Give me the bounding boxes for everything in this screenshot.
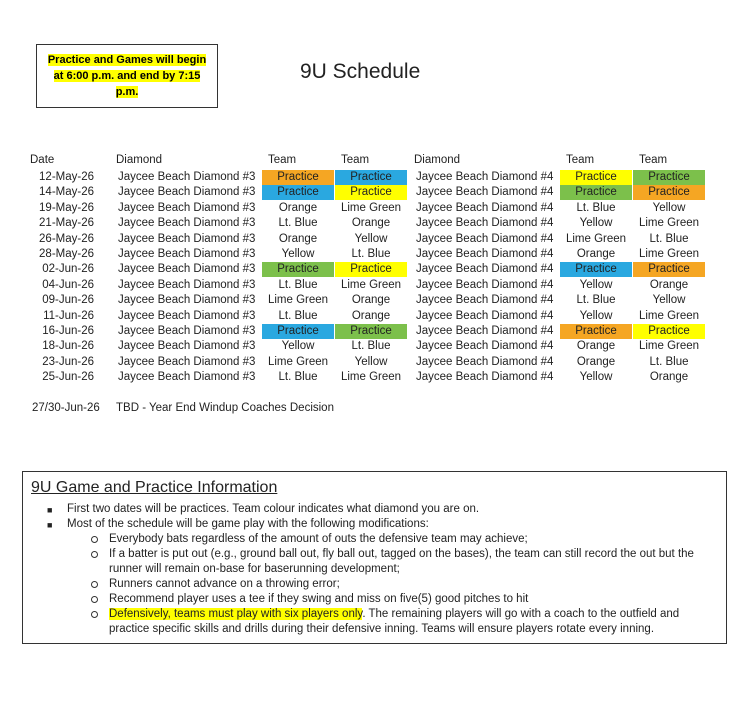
- row-team-1: Lime Green: [267, 294, 329, 307]
- row-team-1: Yellow: [281, 248, 315, 260]
- circle-bullet-icon: [91, 551, 98, 558]
- row-team-3: Practice: [560, 185, 632, 200]
- circle-bullet-icon: [91, 596, 98, 603]
- row-team-4: Practice: [633, 185, 705, 200]
- row-team-4: Practice: [633, 262, 705, 277]
- info-panel: [22, 471, 727, 644]
- notice-line-2: at 6:00 p.m. and end by 7:15: [53, 70, 201, 82]
- row-team-2: Practice: [335, 324, 407, 339]
- row-team-3: Lime Green: [565, 232, 627, 245]
- row-team-3: Practice: [560, 324, 632, 339]
- row-date: 28-May-26: [39, 248, 94, 260]
- row-team-1: Lt. Blue: [278, 309, 318, 322]
- bullet-icon: ■: [47, 520, 53, 530]
- header-diamond-1: Diamond: [116, 154, 163, 166]
- row-date: 19-May-26: [39, 201, 94, 214]
- row-team-3: Orange: [576, 340, 616, 353]
- row-team-3: Orange: [576, 355, 616, 368]
- row-diamond-1: Jaycee Beach Diamond #3: [118, 309, 256, 322]
- row-diamond-1: Jaycee Beach Diamond #3: [118, 171, 256, 183]
- header-team-1: Team: [268, 154, 297, 166]
- row-diamond-1: Jaycee Beach Diamond #3: [118, 278, 256, 291]
- row-diamond-2: Jaycee Beach Diamond #4: [416, 217, 554, 230]
- row-team-4: Lt. Blue: [649, 355, 689, 368]
- row-team-2: Yellow: [354, 355, 388, 368]
- schedule-row: [0, 293, 747, 308]
- row-diamond-2: Jaycee Beach Diamond #4: [416, 263, 554, 276]
- row-date: 09-Jun-26: [42, 294, 94, 307]
- row-team-2: Lt. Blue: [351, 340, 391, 353]
- row-diamond-1: Jaycee Beach Diamond #3: [118, 232, 256, 245]
- row-team-4: Practice: [633, 170, 705, 185]
- schedule-row: [0, 339, 747, 354]
- row-team-3: Practice: [560, 170, 632, 185]
- row-date: 04-Jun-26: [42, 278, 94, 291]
- schedule-header: [0, 154, 747, 169]
- row-team-4: Lime Green: [638, 217, 700, 230]
- row-date: 11-Jun-26: [43, 309, 94, 322]
- info-sub-2-line-1: If a batter is put out (e.g., ground ball out, fly ball out, tagged on the bases), the team can still record the out but the: [109, 548, 694, 560]
- row-team-1: Practice: [262, 262, 334, 277]
- row-team-2: Lime Green: [340, 201, 402, 214]
- row-team-2: Yellow: [354, 232, 388, 245]
- row-diamond-2: Jaycee Beach Diamond #4: [416, 294, 554, 307]
- row-diamond-2: Jaycee Beach Diamond #4: [416, 340, 554, 353]
- header-date: Date: [30, 154, 55, 166]
- row-diamond-1: Jaycee Beach Diamond #3: [118, 355, 256, 368]
- row-diamond-2: Jaycee Beach Diamond #4: [416, 171, 554, 183]
- row-date: 12-May-26: [39, 171, 94, 183]
- header-team-2: Team: [341, 154, 370, 166]
- row-team-3: Practice: [560, 262, 632, 277]
- notice-line-3: p.m.: [115, 86, 139, 98]
- row-team-4: Lt. Blue: [649, 232, 689, 245]
- row-team-4: Yellow: [652, 294, 686, 307]
- row-team-3: Yellow: [579, 278, 613, 291]
- row-diamond-2: Jaycee Beach Diamond #4: [416, 248, 554, 260]
- row-team-4: Orange: [649, 371, 689, 384]
- header-diamond-2: Diamond: [414, 154, 461, 166]
- row-date: 18-Jun-26: [42, 340, 94, 353]
- row-diamond-1: Jaycee Beach Diamond #3: [118, 325, 256, 337]
- row-team-3: Yellow: [579, 371, 613, 384]
- row-diamond-2: Jaycee Beach Diamond #4: [416, 278, 554, 291]
- schedule-row: [0, 262, 747, 277]
- schedule-row: [0, 247, 747, 262]
- row-team-1: Practice: [262, 185, 334, 200]
- tbd-text: TBD - Year End Windup Coaches Decision: [116, 402, 334, 414]
- schedule-row: [0, 324, 747, 339]
- row-diamond-2: Jaycee Beach Diamond #4: [416, 201, 554, 214]
- row-diamond-1: Jaycee Beach Diamond #3: [118, 294, 256, 307]
- row-diamond-1: Jaycee Beach Diamond #3: [118, 371, 256, 384]
- row-team-2: Practice: [335, 262, 407, 277]
- row-date: 23-Jun-26: [42, 355, 94, 368]
- row-team-2: Lime Green: [340, 371, 402, 384]
- row-team-2: Orange: [351, 217, 391, 230]
- row-date: 16-Jun-26: [42, 325, 94, 337]
- header-team-3: Team: [566, 154, 595, 166]
- circle-bullet-icon: [91, 536, 98, 543]
- row-diamond-1: Jaycee Beach Diamond #3: [118, 248, 256, 260]
- row-team-2: Orange: [351, 309, 391, 322]
- schedule-row: [0, 170, 747, 185]
- row-team-1: Lt. Blue: [278, 217, 318, 230]
- info-bullet-1: First two dates will be practices. Team colour indicates what diamond you are on.: [67, 503, 480, 515]
- row-team-3: Yellow: [579, 309, 613, 322]
- row-diamond-2: Jaycee Beach Diamond #4: [416, 309, 554, 322]
- info-sub-5-rest: . The remaining players will go with a coach to the outfield and: [362, 608, 680, 620]
- schedule-row: [0, 370, 747, 385]
- row-team-1: Lt. Blue: [278, 371, 318, 384]
- tbd-date: 27/30-Jun-26: [32, 402, 100, 414]
- row-team-3: Orange: [576, 248, 616, 260]
- row-diamond-1: Jaycee Beach Diamond #3: [118, 217, 256, 230]
- circle-bullet-icon: [91, 581, 98, 588]
- info-sub-3: Runners cannot advance on a throwing error;: [109, 578, 340, 590]
- row-diamond-2: Jaycee Beach Diamond #4: [416, 325, 554, 337]
- row-team-3: Yellow: [579, 217, 613, 230]
- notice-line-1: Practice and Games will begin: [47, 54, 207, 66]
- row-team-1: Lt. Blue: [278, 278, 318, 291]
- info-sub-5-line-1: [109, 607, 679, 622]
- row-date: 21-May-26: [39, 217, 94, 230]
- row-team-2: Practice: [335, 170, 407, 185]
- schedule-row: [0, 309, 747, 324]
- row-team-2: Practice: [335, 185, 407, 200]
- row-team-1: Practice: [262, 324, 334, 339]
- row-diamond-1: Jaycee Beach Diamond #3: [118, 263, 256, 276]
- row-team-1: Lime Green: [267, 355, 329, 368]
- row-team-4: Yellow: [652, 201, 686, 214]
- row-diamond-1: Jaycee Beach Diamond #3: [118, 186, 256, 199]
- info-sub-5-highlight: Defensively, teams must play with six players only: [109, 608, 363, 620]
- row-diamond-2: Jaycee Beach Diamond #4: [416, 355, 554, 368]
- row-team-4: Practice: [633, 324, 705, 339]
- row-team-2: Orange: [351, 294, 391, 307]
- page-title: 9U Schedule: [300, 60, 421, 83]
- info-sub-1: Everybody bats regardless of the amount of outs the defensive team may achieve;: [109, 533, 528, 545]
- row-team-1: Orange: [278, 201, 318, 214]
- info-title: 9U Game and Practice Information: [31, 479, 278, 496]
- row-team-1: Practice: [262, 170, 334, 185]
- info-sub-5-line-2: practice specific skills and drills during their defensive inning. Teams will ensure players rotate every inning.: [109, 623, 655, 635]
- row-date: 02-Jun-26: [42, 263, 94, 276]
- row-team-4: Lime Green: [638, 309, 700, 322]
- row-team-4: Lime Green: [638, 248, 700, 260]
- schedule-row: [0, 216, 747, 231]
- schedule-row: [0, 355, 747, 370]
- row-diamond-2: Jaycee Beach Diamond #4: [416, 371, 554, 384]
- schedule-row: [0, 232, 747, 247]
- row-team-2: Lime Green: [340, 278, 402, 291]
- circle-bullet-icon: [91, 611, 98, 618]
- header-team-4: Team: [639, 154, 668, 166]
- info-sub-4: Recommend player uses a tee if they swing and miss on five(5) good pitches to hit: [109, 593, 529, 605]
- row-date: 25-Jun-26: [42, 371, 94, 384]
- schedule-row: [0, 185, 747, 200]
- row-team-3: Lt. Blue: [576, 201, 616, 214]
- row-date: 26-May-26: [39, 232, 94, 245]
- row-team-1: Yellow: [281, 340, 315, 353]
- schedule-row: [0, 278, 747, 293]
- row-team-4: Orange: [649, 278, 689, 291]
- row-diamond-2: Jaycee Beach Diamond #4: [416, 232, 554, 245]
- row-team-4: Lime Green: [638, 340, 700, 353]
- info-sub-2-line-2: runner will remain on-base for baserunning development;: [109, 563, 400, 575]
- schedule-row: [0, 201, 747, 216]
- row-team-3: Lt. Blue: [576, 294, 616, 307]
- row-diamond-1: Jaycee Beach Diamond #3: [118, 201, 256, 214]
- bullet-icon: ■: [47, 505, 53, 515]
- row-diamond-2: Jaycee Beach Diamond #4: [416, 186, 554, 199]
- row-date: 14-May-26: [39, 186, 94, 199]
- row-diamond-1: Jaycee Beach Diamond #3: [118, 340, 256, 353]
- start-time-notice: [36, 44, 218, 108]
- row-team-1: Orange: [278, 232, 318, 245]
- row-team-2: Lt. Blue: [351, 248, 391, 260]
- info-bullet-2: Most of the schedule will be game play with the following modifications:: [67, 518, 429, 530]
